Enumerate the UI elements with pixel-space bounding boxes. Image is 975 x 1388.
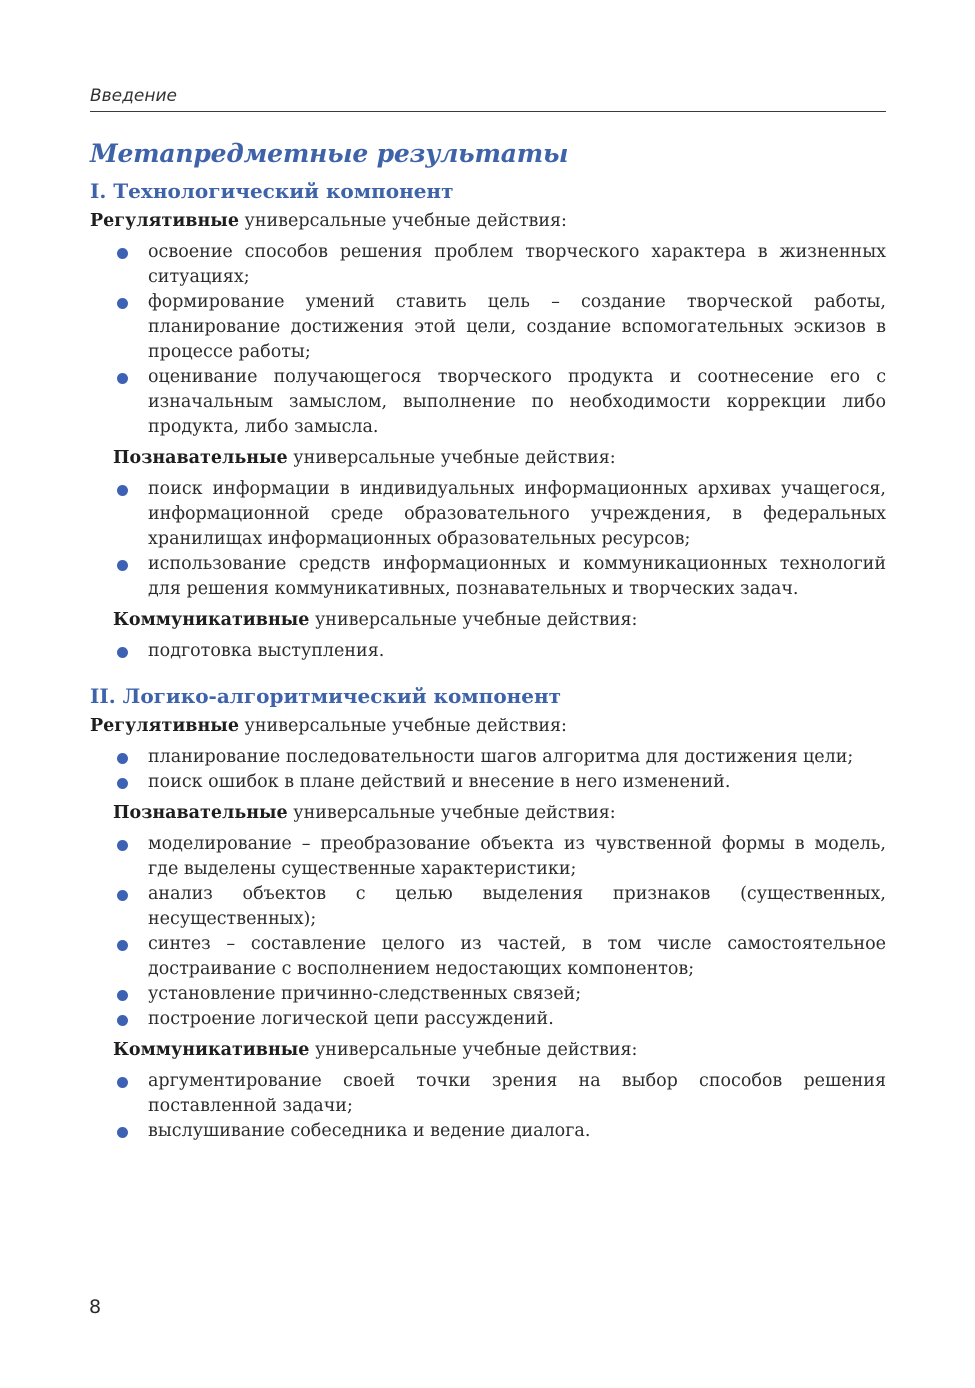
list-item: анализ объектов с целью выделения признаков (существенных, несущественных); — [148, 882, 886, 932]
uud-heading-communicative — [113, 608, 886, 633]
uud-type: Регулятивные — [90, 211, 239, 231]
list-item: построение логической цепи рассуждений. — [148, 1007, 886, 1032]
list-item: синтез – составление целого из частей, в том числе самостоятельное достраивание с восполнением недостающих компонентов; — [148, 932, 886, 982]
bullet-list — [90, 240, 886, 440]
uud-heading-cognitive — [113, 801, 886, 826]
list-item: поиск ошибок в плане действий и внесение в него изменений. — [148, 770, 886, 795]
uud-heading-regulative — [90, 714, 886, 739]
uud-heading-cognitive — [113, 446, 886, 471]
page-number: 8 — [89, 1296, 102, 1318]
bullet-list — [90, 639, 886, 664]
list-item: формирование умений ставить цель – создание творческой работы, планирование достижения этой цели, создание вспомогательных эскизов в процессе работы; — [148, 290, 886, 365]
uud-type: Коммуникативные — [113, 610, 310, 630]
list-item: освоение способов решения проблем творческого характера в жизненных ситуациях; — [148, 240, 886, 290]
bullet-list — [90, 745, 886, 795]
bullet-list — [90, 1069, 886, 1144]
section-title: I. Технологический компонент — [90, 179, 454, 203]
list-item: оценивание получающегося творческого продукта и соотнесение его с изначальным замыслом, выполнение по необходимости коррекции либо продукта, либо замысла. — [148, 365, 886, 440]
list-item: аргументирование своей точки зрения на выбор способов решения поставленной задачи; — [148, 1069, 886, 1119]
uud-suffix: универсальные учебные действия: — [238, 716, 567, 736]
uud-suffix: универсальные учебные действия: — [309, 610, 638, 630]
page-content — [90, 137, 886, 1150]
list-item: установление причинно-следственных связей; — [148, 982, 886, 1007]
uud-heading-regulative — [90, 209, 886, 234]
section-title: II. Логико-алгоритмический компонент — [90, 684, 562, 708]
list-item: выслушивание собеседника и ведение диалога. — [148, 1119, 886, 1144]
running-header: Введение — [90, 86, 886, 112]
uud-type: Познавательные — [113, 448, 288, 468]
uud-suffix: универсальные учебные действия: — [238, 211, 567, 231]
section-technological — [90, 177, 886, 664]
list-item: планирование последовательности шагов алгоритма для достижения цели; — [148, 745, 886, 770]
uud-suffix: универсальные учебные действия: — [287, 803, 616, 823]
uud-type: Коммуникативные — [113, 1040, 310, 1060]
bullet-list — [90, 832, 886, 1032]
uud-type: Регулятивные — [90, 716, 239, 736]
page-title: Метапредметные результаты — [90, 139, 569, 168]
section-logic-algorithmic — [90, 682, 886, 1144]
uud-heading-communicative — [113, 1038, 886, 1063]
list-item: моделирование – преобразование объекта из чувственной формы в модель, где выделены существенные характеристики; — [148, 832, 886, 882]
uud-suffix: универсальные учебные действия: — [309, 1040, 638, 1060]
uud-type: Познавательные — [113, 803, 288, 823]
list-item: использование средств информационных и коммуникационных технологий для решения коммуникативных, познавательных и творческих задач. — [148, 552, 886, 602]
uud-suffix: универсальные учебные действия: — [287, 448, 616, 468]
list-item: подготовка выступления. — [148, 639, 886, 664]
list-item: поиск информации в индивидуальных информационных архивах учащегося, информационной среде образовательного учреждения, в федеральных хранилищах информационных образовательных ресурсов; — [148, 477, 886, 552]
bullet-list — [90, 477, 886, 602]
